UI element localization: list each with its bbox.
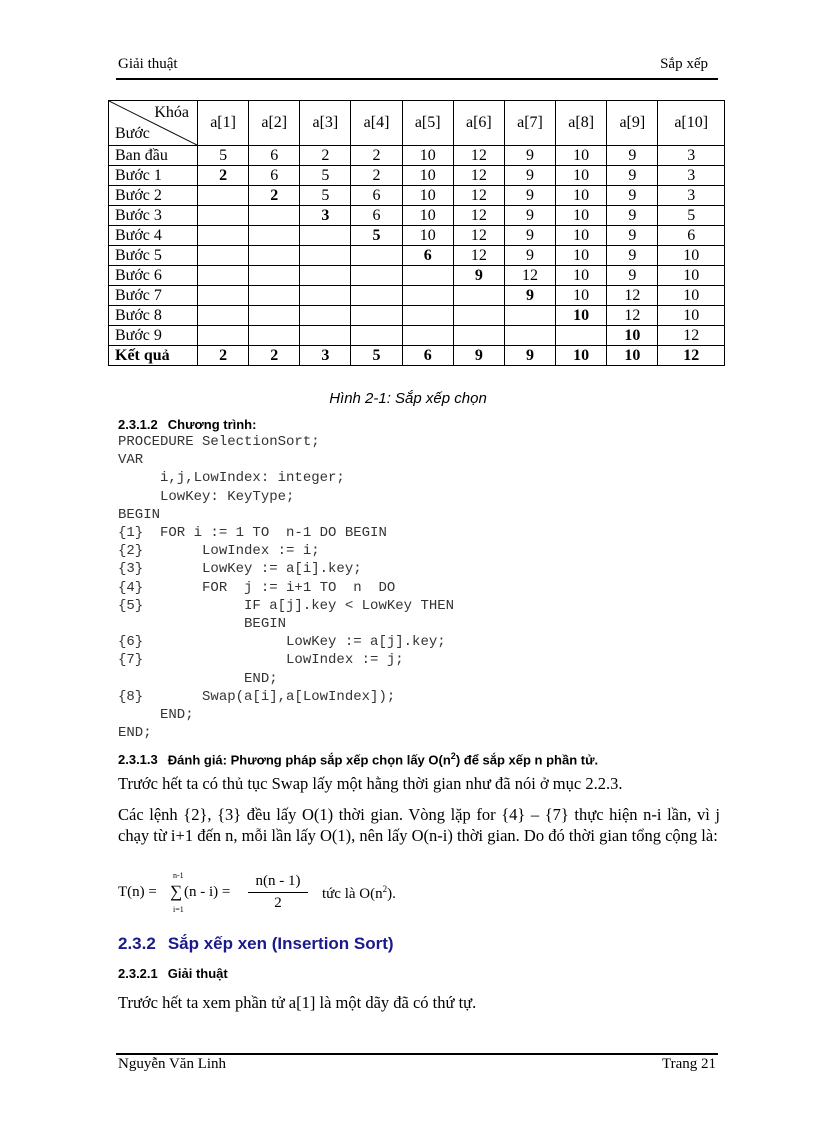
table-cell: 6 xyxy=(249,146,300,166)
table-cell: 9 xyxy=(504,226,555,246)
numerator: n(n - 1) xyxy=(255,873,301,889)
corner-step-label: Bước xyxy=(115,125,150,142)
table-cell: 12 xyxy=(504,266,555,286)
table-cell: 12 xyxy=(453,226,504,246)
table-cell xyxy=(198,306,249,326)
table-cell: 2 xyxy=(198,346,249,366)
table-cell xyxy=(402,266,453,286)
section-title: Chương trình: xyxy=(167,417,257,432)
table-cell xyxy=(351,306,402,326)
column-header: a[6] xyxy=(453,101,504,146)
table-cell: 9 xyxy=(607,246,658,266)
table-cell xyxy=(300,246,351,266)
table-row xyxy=(109,246,725,266)
table-cell: 9 xyxy=(504,286,555,306)
code-block: PROCEDURE SelectionSort; VAR i,j,LowIndex: integer; LowKey: KeyType; BEGIN {1} FOR i := 1 TO n-1 DO BEGIN {2} LowIndex := i; {3} LowKey := a[i].key; {4} FOR j := i+1 TO n DO {5} IF a[j].key < LowKey THEN BEGIN {6} LowKey := a[j].key; {7} LowIndex := j; END; {8} Swap(a[i],a[LowIndex]); END; END; xyxy=(118,434,455,742)
figure-caption: Hình 2-1: Sắp xếp chọn xyxy=(329,390,487,407)
table-cell: 3 xyxy=(658,186,725,206)
section-number: 2.3.2 xyxy=(118,934,156,953)
sum-lower-bound: i=1 xyxy=(173,905,184,914)
step-label: Kết quả xyxy=(109,346,198,366)
section-title: Giải thuật xyxy=(167,966,228,981)
column-header: a[1] xyxy=(198,101,249,146)
page-header xyxy=(118,56,716,76)
table-cell: 10 xyxy=(556,306,607,326)
step-label: Bước 9 xyxy=(109,326,198,346)
table-cell xyxy=(351,266,402,286)
table-cell: 10 xyxy=(556,226,607,246)
table-cell: 10 xyxy=(556,246,607,266)
table-cell xyxy=(198,206,249,226)
table-cell xyxy=(249,266,300,286)
paragraph-1: Trước hết ta có thủ tục Swap lấy một hằng thời gian như đã nói ở mục 2.2.3. xyxy=(118,774,623,793)
table-cell: 9 xyxy=(607,206,658,226)
table-cell: 9 xyxy=(453,266,504,286)
table-row xyxy=(109,146,725,166)
table-cell: 2 xyxy=(249,346,300,366)
table-cell: 12 xyxy=(658,346,725,366)
table-row xyxy=(109,226,725,246)
table-cell xyxy=(249,286,300,306)
step-label: Bước 1 xyxy=(109,166,198,186)
table-cell xyxy=(198,226,249,246)
table-cell: 12 xyxy=(453,206,504,226)
table-cell: 2 xyxy=(198,166,249,186)
table-cell: 5 xyxy=(300,166,351,186)
table-cell: 10 xyxy=(556,346,607,366)
table-cell xyxy=(351,286,402,306)
table-cell: 6 xyxy=(351,186,402,206)
section-number: 2.3.1.3 xyxy=(118,752,158,768)
table-cell: 12 xyxy=(607,286,658,306)
column-header: a[7] xyxy=(504,101,555,146)
table-cell: 5 xyxy=(351,346,402,366)
table-cell: 9 xyxy=(504,246,555,266)
section-number: 2.3.2.1 xyxy=(118,966,158,981)
table-header-row xyxy=(109,101,725,146)
step-label: Bước 4 xyxy=(109,226,198,246)
table-cell: 10 xyxy=(658,306,725,326)
table-cell: 5 xyxy=(198,146,249,166)
paragraph-2: Các lệnh {2}, {3} đều lấy O(1) thời gian. Vòng lặp for {4} – {7} thực hiện n-i lần, vì j chạy từ i+1 đến n, mỗi lần lấy O(1), nên lấy O(n-i) thời gian. Do đó thời gian tổng cộng là: xyxy=(118,805,720,845)
paragraph-3: Trước hết ta xem phần tử a[1] là một dãy đã có thứ tự. xyxy=(118,993,477,1012)
table-cell: 12 xyxy=(453,246,504,266)
table-cell: 10 xyxy=(556,146,607,166)
section-number: 2.3.1.2 xyxy=(118,417,158,432)
table-cell: 10 xyxy=(556,286,607,306)
table-cell xyxy=(402,326,453,346)
table-cell: 3 xyxy=(300,346,351,366)
table-cell: 5 xyxy=(300,186,351,206)
table-cell: 10 xyxy=(402,166,453,186)
table-row xyxy=(109,166,725,186)
table-cell xyxy=(198,326,249,346)
section-title: Sắp xếp xen (Insertion Sort) xyxy=(167,934,394,953)
table-cell xyxy=(198,186,249,206)
table-row xyxy=(109,326,725,346)
section-program-heading xyxy=(118,417,256,432)
table-cell: 6 xyxy=(658,226,725,246)
table-cell: 10 xyxy=(658,286,725,306)
step-label: Bước 7 xyxy=(109,286,198,306)
formula-term: (n - i) = xyxy=(184,884,231,900)
section-title-a: Đánh giá: Phương pháp sắp xếp chọn lấy O(n xyxy=(167,752,451,768)
section-algo-heading xyxy=(118,966,228,981)
table-cell: 12 xyxy=(658,326,725,346)
column-header: a[8] xyxy=(556,101,607,146)
fraction xyxy=(248,873,308,912)
table-cell xyxy=(198,246,249,266)
table-cell: 9 xyxy=(453,346,504,366)
table-cell xyxy=(198,266,249,286)
table-cell: 12 xyxy=(453,186,504,206)
table-cell: 2 xyxy=(300,146,351,166)
column-header: a[10] xyxy=(658,101,725,146)
table-cell: 12 xyxy=(607,306,658,326)
table-row xyxy=(109,306,725,326)
step-label: Bước 6 xyxy=(109,266,198,286)
table-cell: 10 xyxy=(556,166,607,186)
superscript: 2 xyxy=(450,751,456,761)
table-row xyxy=(109,186,725,206)
table-cell: 10 xyxy=(658,266,725,286)
table-cell: 6 xyxy=(249,166,300,186)
table-cell: 2 xyxy=(351,146,402,166)
step-label: Bước 5 xyxy=(109,246,198,266)
table-cell: 5 xyxy=(658,206,725,226)
sigma-symbol: ∑ xyxy=(170,882,183,901)
column-header: a[9] xyxy=(607,101,658,146)
table-cell: 10 xyxy=(658,246,725,266)
table-row xyxy=(109,346,725,366)
page-number: Trang 21 xyxy=(661,1056,716,1072)
table-cell: 10 xyxy=(556,206,607,226)
table-cell: 10 xyxy=(607,346,658,366)
column-header: a[4] xyxy=(351,101,402,146)
table-cell xyxy=(300,266,351,286)
table-cell: 9 xyxy=(607,186,658,206)
denominator: 2 xyxy=(274,895,282,911)
section-insertion-sort-heading xyxy=(118,934,394,954)
table-corner-cell xyxy=(109,101,198,146)
section-eval-heading xyxy=(118,751,598,767)
table-cell xyxy=(249,326,300,346)
table-cell xyxy=(249,226,300,246)
table-cell xyxy=(402,306,453,326)
table-cell: 9 xyxy=(504,346,555,366)
table-cell xyxy=(249,246,300,266)
table-cell: 6 xyxy=(402,246,453,266)
table-cell xyxy=(351,326,402,346)
sum-upper-bound: n-1 xyxy=(173,871,184,880)
table-cell: 12 xyxy=(453,146,504,166)
table-cell: 9 xyxy=(504,146,555,166)
table-cell xyxy=(300,326,351,346)
table-cell xyxy=(300,286,351,306)
fraction-line xyxy=(248,892,308,893)
table-cell: 3 xyxy=(658,166,725,186)
table-cell: 2 xyxy=(351,166,402,186)
table-cell: 10 xyxy=(402,226,453,246)
table-cell: 6 xyxy=(402,346,453,366)
formula-lhs: T(n) = xyxy=(118,884,157,900)
step-label: Bước 3 xyxy=(109,206,198,226)
table-cell xyxy=(249,206,300,226)
column-header: a[3] xyxy=(300,101,351,146)
table-cell: 2 xyxy=(249,186,300,206)
table-cell: 10 xyxy=(556,186,607,206)
table-cell: 10 xyxy=(402,186,453,206)
table-cell xyxy=(504,326,555,346)
table-cell: 3 xyxy=(300,206,351,226)
table-cell xyxy=(198,286,249,306)
table-cell xyxy=(351,246,402,266)
complexity-formula xyxy=(118,870,518,918)
table-cell xyxy=(453,286,504,306)
table-cell xyxy=(453,306,504,326)
section-title-b: ) để sắp xếp n phần tử. xyxy=(455,752,599,768)
table-cell: 9 xyxy=(607,226,658,246)
table-cell xyxy=(300,226,351,246)
table-cell: 9 xyxy=(607,266,658,286)
table-cell: 12 xyxy=(453,166,504,186)
table-row xyxy=(109,206,725,226)
table-cell: 9 xyxy=(504,206,555,226)
table-cell xyxy=(556,326,607,346)
table-cell: 10 xyxy=(402,206,453,226)
table-cell xyxy=(300,306,351,326)
step-label: Bước 8 xyxy=(109,306,198,326)
header-left: Giải thuật xyxy=(118,56,178,72)
corner-key-label: Khóa xyxy=(154,104,189,121)
footer-author: Nguyễn Văn Linh xyxy=(118,1056,227,1072)
table-cell xyxy=(249,306,300,326)
column-header: a[5] xyxy=(402,101,453,146)
table-cell: 9 xyxy=(504,186,555,206)
table-cell xyxy=(504,306,555,326)
table-cell: 9 xyxy=(607,146,658,166)
table-cell: 6 xyxy=(351,206,402,226)
step-label: Ban đầu xyxy=(109,146,198,166)
header-right: Sắp xếp xyxy=(660,56,708,72)
footer-rule xyxy=(116,1053,718,1055)
formula-conclusion: tức là $O(n^2)$. xyxy=(322,884,396,902)
table-cell: 9 xyxy=(607,166,658,186)
table-cell: 3 xyxy=(658,146,725,166)
table-cell: 9 xyxy=(504,166,555,186)
table-cell xyxy=(453,326,504,346)
table-cell: 10 xyxy=(402,146,453,166)
table-cell: 10 xyxy=(556,266,607,286)
table-row xyxy=(109,286,725,306)
column-header: a[2] xyxy=(249,101,300,146)
table-cell xyxy=(402,286,453,306)
table-row xyxy=(109,266,725,286)
step-label: Bước 2 xyxy=(109,186,198,206)
selection-sort-table xyxy=(108,100,725,366)
table-cell: 5 xyxy=(351,226,402,246)
table-cell: 10 xyxy=(607,326,658,346)
header-rule xyxy=(116,78,718,80)
